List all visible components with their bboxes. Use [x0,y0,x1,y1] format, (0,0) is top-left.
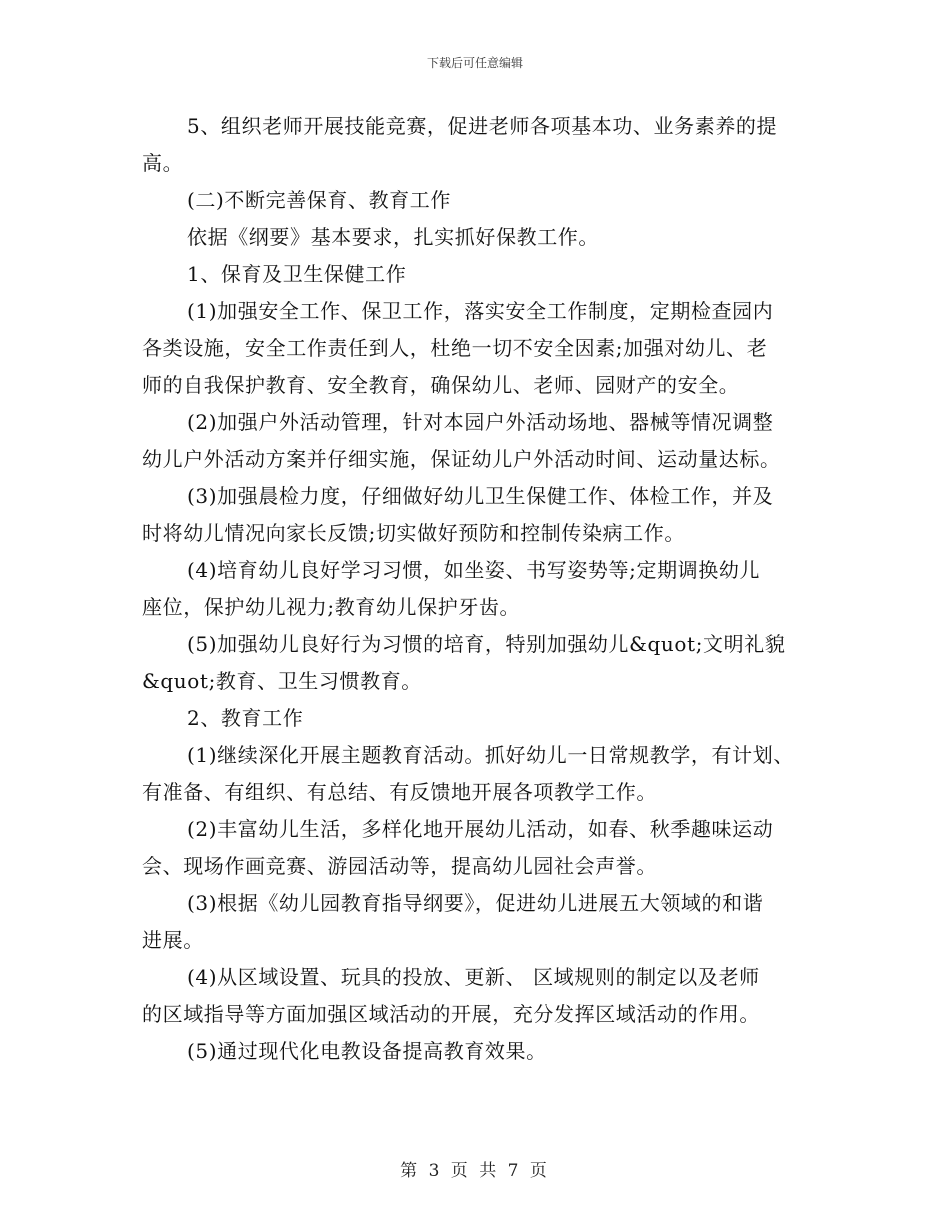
text-line: 幼儿户外活动方案并仔细实施，保证幼儿户外活动时间、运动量达标。 [142,447,781,471]
paragraph-care-1 [142,293,832,404]
text-line: 的区域指导等方面加强区域活动的开展，充分发挥区域活动的作用。 [142,1002,760,1026]
text-line: (3)根据《幼儿园教育指导纲要》，促进幼儿进展五大领域的和谐 [187,891,764,915]
paragraph-item-5 [142,108,832,182]
text-line: 进展。 [142,928,204,952]
text-line: 有准备、有组织、有总结、有反馈地开展各项教学工作。 [142,780,657,804]
paragraph-care-2 [142,404,832,478]
subsection-heading [142,256,832,293]
text-line: (2)加强户外活动管理，针对本园户外活动场地、器械等情况调整 [187,410,774,434]
paragraph-edu-5 [142,1033,832,1070]
text-line: (4)培育幼儿良好学习习惯，如坐姿、书写姿势等;定期调换幼儿 [187,558,761,582]
paragraph-edu-2 [142,811,832,885]
paragraph-care-4 [142,552,832,626]
text-line: (1)加强安全工作、保卫工作，落实安全工作制度，定期检查园内 [187,299,774,323]
text-line: 高。 [142,151,184,175]
paragraph-care-5 [142,626,832,700]
text-line: 座位，保护幼儿视力;教育幼儿保护牙齿。 [142,595,521,619]
paragraph-edu-1 [142,737,832,811]
paragraph-care-3 [142,478,832,552]
text-line: (二)不断完善保育、教育工作 [187,188,452,212]
text-line: (5)加强幼儿良好行为习惯的培育，特别加强幼儿&quot;文明礼貌 [187,632,786,656]
text-line: (4)从区域设置、玩具的投放、更新、 区域规则的制定以及老师 [187,965,760,989]
paragraph-edu-3 [142,885,832,959]
text-line: (2)丰富幼儿生活，多样化地开展幼儿活动，如春、秋季趣味运动 [187,817,774,841]
text-line: 师的自我保护教育、安全教育，确保幼儿、老师、园财产的安全。 [142,373,740,397]
text-line: 1、保育及卫生保健工作 [187,262,407,286]
section-heading [142,182,832,219]
page-number-footer: 第 3 页 共 7 页 [400,1161,550,1181]
paragraph-intro [142,219,832,256]
text-line: (3)加强晨检力度，仔细做好幼儿卫生保健工作、体检工作，并及 [187,484,774,508]
page-header-note: 下载后可任意编辑 [426,56,523,70]
text-line: 会、现场作画竞赛、游园活动等，提高幼儿园社会声誉。 [142,854,657,878]
text-line: 时将幼儿情况向家长反馈;切实做好预防和控制传染病工作。 [142,521,685,545]
subsection-heading [142,700,832,737]
text-line: (5)通过现代化电教设备提高教育效果。 [187,1039,547,1063]
text-line: (1)继续深化开展主题教育活动。抓好幼儿一日常规教学，有计划、 [187,743,794,767]
document-body [142,108,832,1070]
paragraph-edu-4 [142,959,832,1033]
text-line: 2、教育工作 [187,706,304,730]
text-line: &quot;教育、卫生习惯教育。 [142,669,422,693]
text-line: 5、组织老师开展技能竞赛，促进老师各项基本功、业务素养的提 [187,114,778,138]
text-line: 各类设施，安全工作责任到人，杜绝一切不安全因素;加强对幼儿、老 [142,336,768,360]
text-line: 依据《纲要》基本要求，扎实抓好保教工作。 [187,225,599,249]
